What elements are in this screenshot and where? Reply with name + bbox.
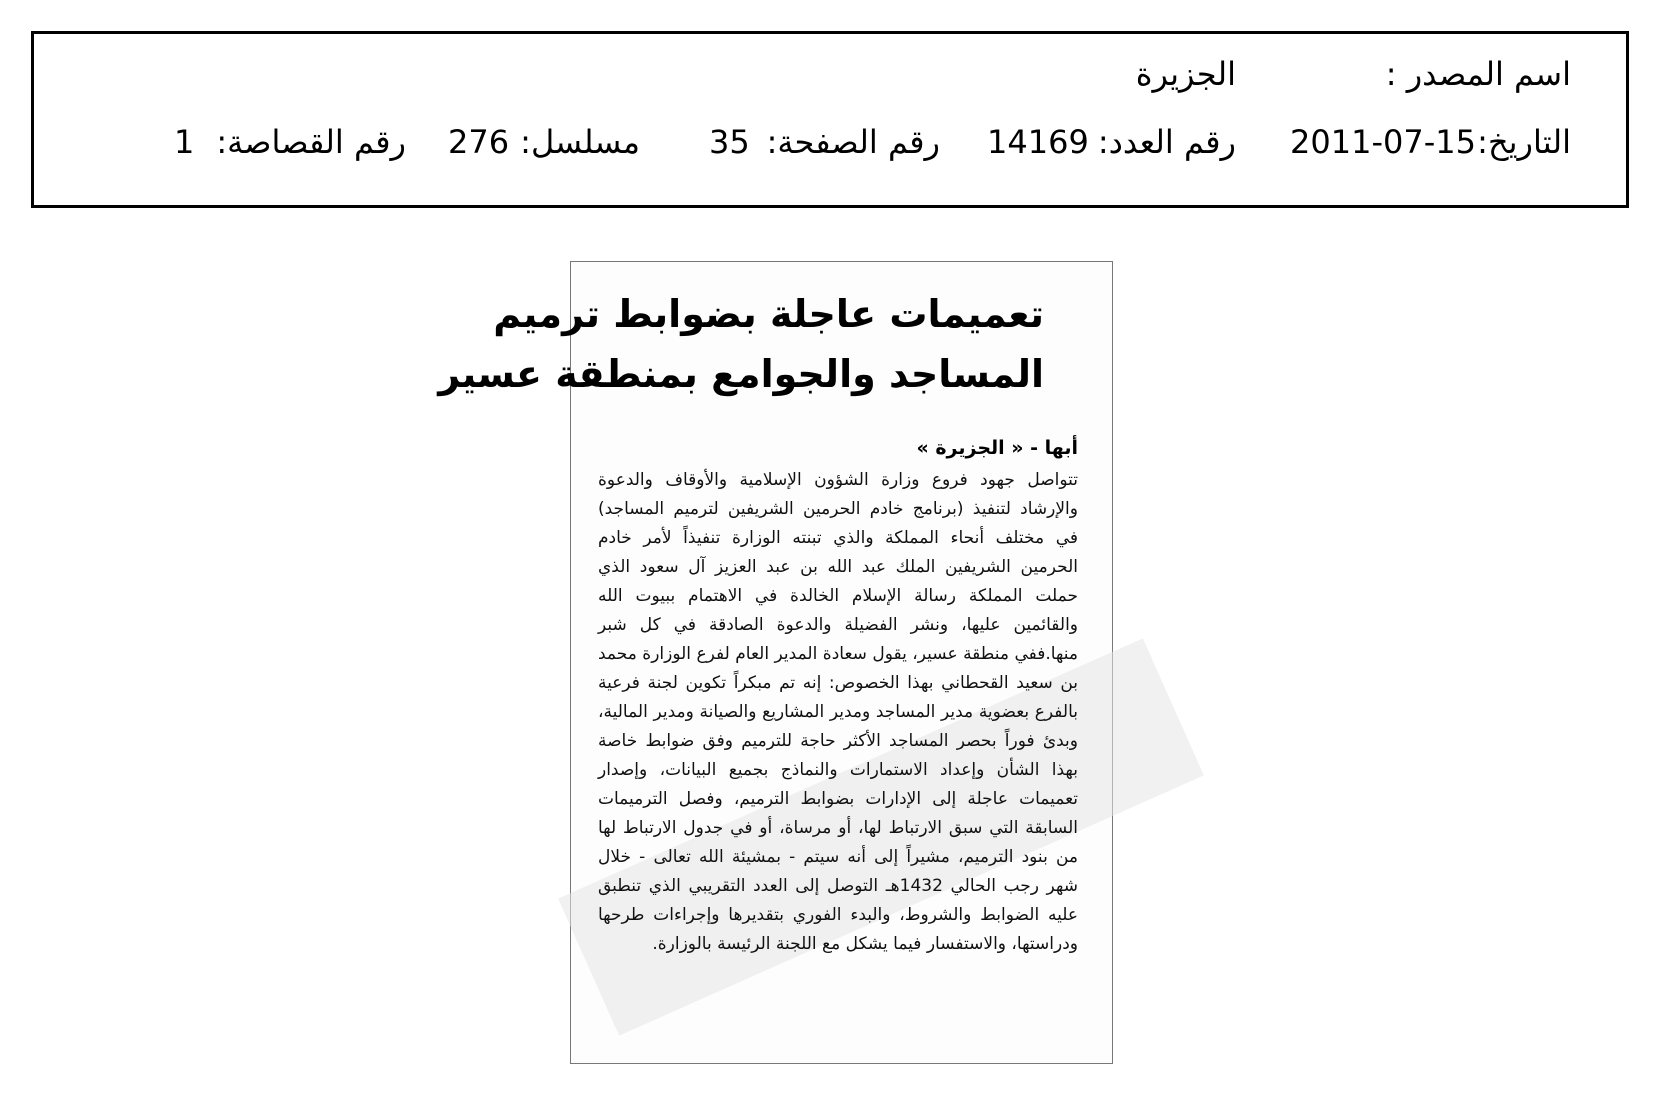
date-label: التاريخ: <box>1477 123 1571 161</box>
headline-line-2: المساجد والجوامع بمنطقة عسير <box>438 352 1044 396</box>
page-label: رقم الصفحة: <box>766 123 940 161</box>
issue-label: رقم العدد: <box>1097 123 1236 161</box>
serial-value: 276 <box>448 123 510 161</box>
headline-line-1: تعميمات عاجلة بضوابط ترميم <box>493 292 1044 336</box>
clipping-value: 1 <box>174 123 195 161</box>
article-body: تتواصل جهود فروع وزارة الشؤون الإسلامية والأوقاف والدعوة والإرشاد لتنفيذ (برنامج خادم الحرمين الشريفين لترميم المساجد) في مختلف أنحاء المملكة والذي تبنته الوزارة تنفيذاً لأمر خادم الحرمين الشريفين الملك عبد الله بن عبد العزيز آل سعود الذي حملت المملكة رسالة الإسلام الخالدة في الاهتمام ببيوت الله والقائمين عليها، ونشر الفضيلة والدعوة الصادقة في كل شبر منها.ففي منطقة عسير، يقول سعادة المدير العام لفرع الوزارة محمد بن سعيد القحطاني بهذا الخصوص: إنه تم مبكراً تكوين لجنة فرعية بالفرع بعضوية مدير المساجد ومدير المشاريع والصيانة ومدير المالية، وبدئ فوراً بحصر المساجد الأكثر حاجة للترميم وفق ضوابط خاصة بهذا الشأن وإعداد الاستمارات والنماذج بجميع البيانات، وإصدار تعميمات عاجلة إلى الإدارات بضوابط الترميم، وفصل الترميمات السابقة التي سبق الارتباط لها، أو مرساة، أو في جدول الارتباط لها من بنود الترميم، مشيراً إلى أنه سيتم - بمشيئة الله تعالى - خلال شهر رجب الحالي 1432هـ التوصل إلى العدد التقريبي الذي تنطبق عليه الضوابط والشروط، والبدء الفوري بتقديرها وإجراءات طرحها ودراستها، والاستفسار فيما يشكل مع اللجنة الرئيسة بالوزارة. <box>598 470 1078 954</box>
serial-label: مسلسل: <box>520 123 640 161</box>
clipping-metadata-box <box>31 31 1629 208</box>
source-value: الجزيرة <box>1135 55 1236 93</box>
page-value: 35 <box>709 123 750 161</box>
newspaper-clipping <box>438 261 1113 1064</box>
byline: أبها - « الجزيرة » <box>916 437 1078 459</box>
source-label: اسم المصدر : <box>1385 55 1571 93</box>
issue-value: 14169 <box>987 123 1089 161</box>
date-value: 2011-07-15 <box>1290 123 1476 161</box>
clipping-label: رقم القصاصة: <box>216 123 406 161</box>
